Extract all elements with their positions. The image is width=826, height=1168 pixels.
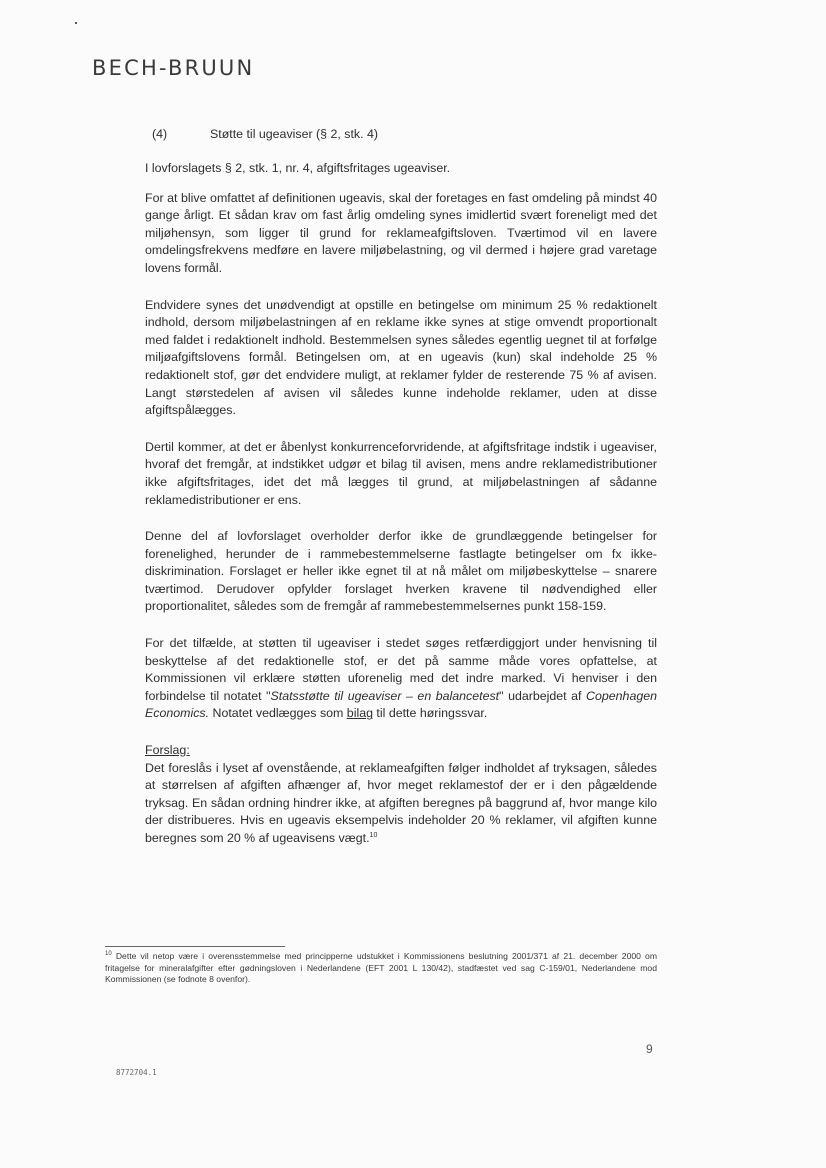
paragraph-text: Notatet vedlægges som: [209, 706, 347, 721]
paragraph-editorial-content: Endvidere synes det unødvendigt at opstille en betingelse om minimum 25 % redaktionelt indhold, dersom miljøbelastningen af en reklame ikke synes at stige omvendt proportionalt med faldet i redaktionelt indhold. Bestemmelsen synes således egentlig uegnet til at forfølge miljøafgiftslovens formål. Betingelsen om, at en ugeavis (kun) skal indeholde 25 % redaktionelt stof, gør det endvidere muligt, at reklamer fylder de resterende 75 % af avisen. Langt størstedelen af avisen vil således kunne indeholde reklamer, uden at disse afgiftspålægges.: [145, 297, 657, 418]
memo-title: Statsstøtte til ugeaviser – en balancetest: [270, 688, 500, 703]
scan-speck: [75, 22, 77, 24]
paragraph-compatibility: Denne del af lovforslaget overholder derfor ikke de grundlæggende betingelser for forenelighed, herunder de i rammebestemmelserne fastlagte betingelser om fx ikke-diskrimination. Forslaget er heller ikke egnet til at nå målet om miljøbeskyttelse – snarere tværtimod. Derudover opfylder forslaget hverken kravene til nødvendighed eller proportionalitet, således som de fremgår af rammebestemmelsernes punkt 158-159.: [145, 529, 657, 614]
proposal-text-block: [145, 760, 657, 848]
paragraph-editorial-protection: [145, 635, 657, 723]
paragraph-text: For det tilfælde, at støtten til ugeaviser i stedet søges retfærdiggjort under henvisning til beskyttelse af det redaktionelle stof, er det på samme måde vores opfattelse, at Kommissionen vil erklære støtten uforenelig med det indre marked. Vi henviser i den forbindelse til notatet ": [145, 636, 657, 703]
author-name: Copenhagen Economics.: [145, 688, 658, 721]
section-title: Støtte til ugeaviser (§ 2, stk. 4): [210, 127, 379, 141]
paragraph-text: " udarbejdet af: [499, 688, 587, 703]
footnote: [105, 951, 657, 986]
section-number: (4): [152, 127, 168, 141]
paragraph-competition: Dertil kommer, at det er åbenlyst konkurrenceforvridende, at afgiftsfritage indstik i ugeaviser, hvoraf det fremgår, at indstikket udgør et bilag til avisen, mens andre reklamedistributioner ikke afgiftsfritages, idet det må lægges til grund, at miljøbelastningen af sådanne reklamedistributioner er ens.: [145, 439, 657, 507]
proposal-heading: Forslag:: [145, 743, 190, 758]
appendix-reference: bilag: [346, 706, 373, 721]
company-logo: BECH-BRUUN: [92, 56, 255, 80]
proposal-section: [145, 742, 657, 848]
page-number: 9: [646, 1042, 653, 1056]
paragraph-intro: I lovforslagets § 2, stk. 1, nr. 4, afgiftsfritages ugeaviser.: [145, 161, 451, 175]
body-text: [145, 160, 657, 848]
paragraph-text: til dette høringssvar.: [372, 706, 488, 721]
paragraph-frequency: For at blive omfattet af definitionen ugeavis, skal der foretages en fast omdeling på mindst 40 gange årligt. Et sådan krav om fast årlig omdeling synes imidlertid svært foreneligt med det miljøhensyn, som ligger til grund for reklameafgiftsloven. Tværtimod vil en lavere omdelingsfrekvens medføre en lavere miljøbelastning, og vil dermed i højere grad varetage lovens formål.: [145, 190, 657, 275]
footnote-reference: 10: [369, 831, 378, 839]
footnote-marker: 10: [105, 951, 112, 958]
section-heading: [152, 127, 378, 141]
footnote-divider: [105, 946, 285, 947]
footnote-text: Dette vil netop være i overensstemmelse med principperne udstukket i Kommissionens beslutning 2001/371 af 21. december 2000 om fritagelse for mineralafgifter efter gødningsloven i Nederlandene (EFT 2001 L 130/42), stadfæstet ved sag C-159/01, Nederlandene mod Kommissionen (se fodnote 8 ovenfor).: [105, 951, 657, 985]
document-id: 8772704.1: [116, 1068, 157, 1077]
proposal-text: Det foreslås i lyset af ovenstående, at reklameafgiften følger indholdet af tryksagen, således at størrelsen af afgiften afhænger af, hvor meget reklamestof der er i den pågældende tryksag. En sådan ordning hindrer ikke, at afgiften beregnes på baggrund af, hvor mange kilo der distribueres. Hvis en ugeavis eksempelvis indeholder 20 % reklamer, vil afgiften kunne beregnes som 20 % af ugeavisens vægt.: [145, 760, 657, 845]
